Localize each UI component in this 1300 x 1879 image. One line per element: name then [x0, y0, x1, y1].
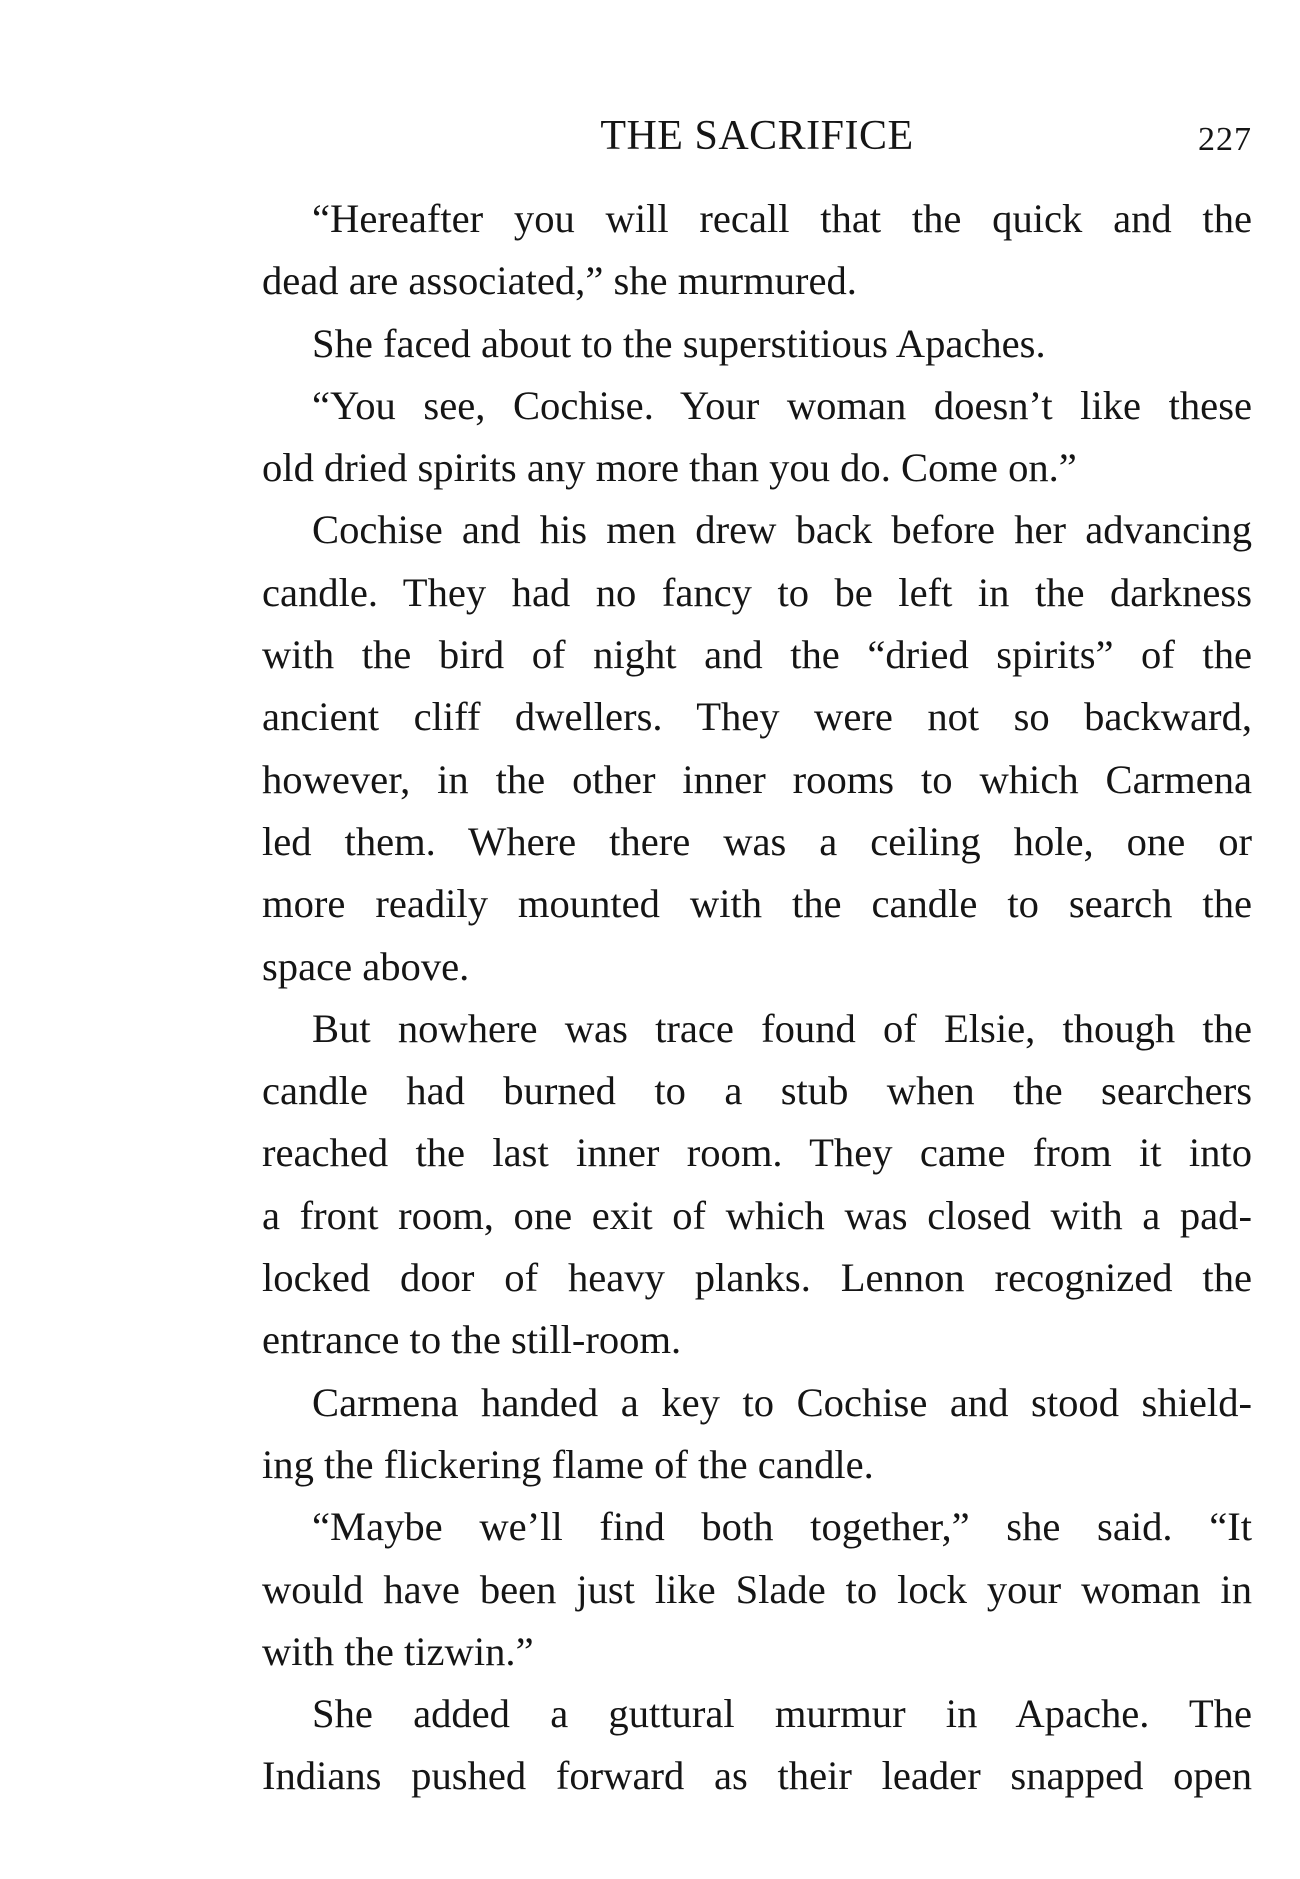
text-line: ancient cliff dwellers. They were not so backward,: [262, 694, 1252, 740]
text-line: “Maybe we’ll find both together,” she said. “It: [312, 1504, 1252, 1550]
text-line: candle had burned to a stub when the searchers: [262, 1068, 1252, 1114]
text-line: Indians pushed forward as their leader snapped open: [262, 1753, 1252, 1799]
body-text: [262, 188, 1252, 1808]
paragraph-5: [262, 998, 1252, 1372]
text-line: reached the last inner room. They came from it into: [262, 1130, 1252, 1176]
text-line: with the bird of night and the “dried spirits” of the: [262, 632, 1252, 678]
text-line: Cochise and his men drew back before her advancing: [312, 507, 1252, 553]
text-line: But nowhere was trace found of Elsie, though the: [312, 1005, 1252, 1051]
page-number: 227: [1198, 121, 1252, 158]
text-line: Carmena handed a key to Cochise and stood shield-: [312, 1379, 1252, 1425]
text-line: She faced about to the superstitious Apaches.: [312, 320, 1046, 366]
text-line: ing the flickering flame of the candle.: [262, 1441, 874, 1487]
text-line: candle. They had no fancy to be left in the darkness: [262, 569, 1252, 615]
text-line: She added a guttural murmur in Apache. The: [312, 1691, 1252, 1737]
paragraph-7: [262, 1496, 1252, 1683]
text-line: with the tizwin.”: [262, 1628, 534, 1674]
paragraph-4: [262, 499, 1252, 997]
text-line: old dried spirits any more than you do. Come on.”: [262, 445, 1077, 491]
paragraph-8: [262, 1683, 1252, 1808]
text-line: a front room, one exit of which was closed with a pad-: [262, 1192, 1252, 1238]
text-line: “You see, Cochise. Your woman doesn’t like these: [312, 382, 1252, 428]
text-line: locked door of heavy planks. Lennon recognized the: [262, 1255, 1252, 1301]
text-line: more readily mounted with the candle to search the: [262, 881, 1252, 927]
paragraph-6: [262, 1372, 1252, 1497]
running-title: THE SACRIFICE: [600, 113, 914, 159]
page-header: [262, 108, 1252, 164]
paragraph-3: [262, 375, 1252, 500]
text-line: “Hereafter you will recall that the quick and the: [312, 196, 1252, 241]
paragraph-2: [262, 313, 1252, 375]
text-line: space above.: [262, 943, 470, 989]
text-line: dead are associated,” she murmured.: [262, 258, 857, 304]
text-line: entrance to the still-room.: [262, 1317, 682, 1363]
paragraph-1: [262, 188, 1252, 313]
text-line: led them. Where there was a ceiling hole, one or: [262, 818, 1252, 864]
text-line: however, in the other inner rooms to which Carmena: [262, 756, 1252, 802]
text-line: would have been just like Slade to lock your woman in: [262, 1566, 1252, 1612]
